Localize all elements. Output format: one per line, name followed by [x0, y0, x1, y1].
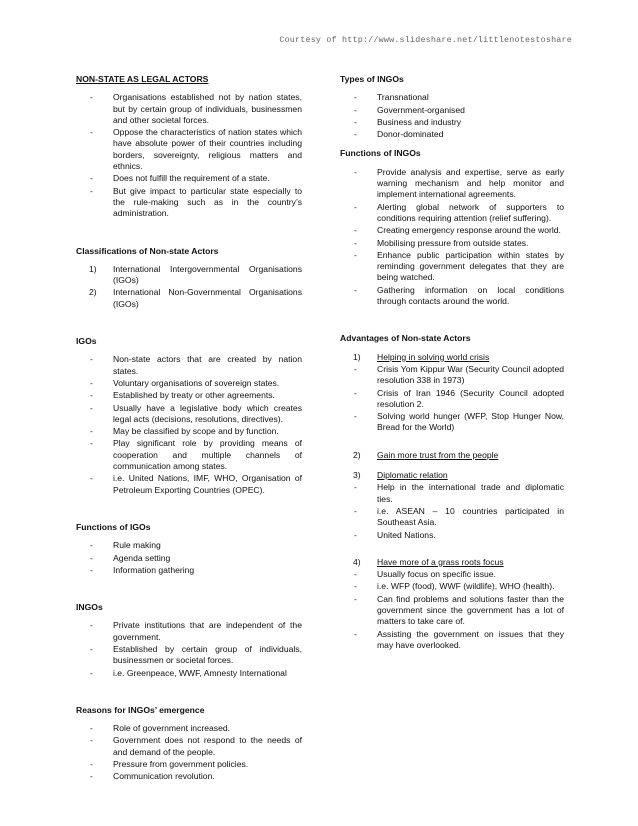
list-item-text: Pressure from government policies. — [113, 759, 249, 770]
list-item — [76, 644, 302, 667]
list-item-text: Role of government increased. — [113, 723, 231, 734]
list-marker: - — [90, 552, 93, 563]
list-item — [340, 411, 564, 434]
list-item — [340, 594, 564, 628]
list-item — [340, 92, 564, 103]
list-item — [340, 364, 564, 387]
list-marker: - — [90, 438, 93, 449]
list-ingos — [76, 620, 302, 678]
advantage-title-row — [340, 352, 564, 363]
list-item — [76, 759, 302, 770]
list-item-text: Information gathering — [113, 564, 195, 575]
section-heading-reasons-for-ingos-emergence: Reasons for INGOs’ emergence — [76, 704, 205, 715]
list-item-text: Crisis of Iran 1946 (Security Council adopted resolution 2. — [377, 387, 564, 409]
list-marker: 1) — [89, 263, 97, 274]
list-non-state-as-legal-actors — [76, 92, 302, 219]
list-marker: - — [90, 92, 93, 103]
list-marker: - — [354, 166, 357, 177]
list-item — [340, 202, 564, 225]
list-item-text: Non-state actors that are created by nation states. — [113, 354, 302, 376]
list-item-text: i.e. ASEAN – 10 countries participated in Southeast Asia. — [377, 505, 564, 528]
list-item-text: Crisis Yom Kippur War (Security Council adopted resolution 338 in 1973) — [377, 363, 564, 386]
list-item-text: Enhance public participation within states by reminding government delegates that they are being watched. — [377, 249, 564, 283]
list-item — [340, 238, 564, 249]
list-marker: - — [354, 129, 357, 140]
list-item — [76, 771, 302, 782]
list-item — [76, 92, 302, 126]
list-marker: - — [354, 104, 357, 115]
list-marker: - — [354, 237, 357, 248]
list-item-text: Provide analysis and expertise, serve as early warning mechanism and help monitor and implement international agreements. — [377, 166, 564, 200]
list-item — [340, 117, 564, 128]
advantage-title: Diplomatic relation — [377, 470, 448, 481]
section-heading-non-state-as-legal-actors: NON-STATE AS LEGAL ACTORS — [76, 74, 209, 84]
list-marker: 2) — [353, 449, 361, 460]
list-functions-of-igos — [76, 540, 302, 576]
list-marker: 4) — [353, 556, 361, 567]
spacer — [340, 315, 564, 325]
list-item-text: Private institutions that are independent of the government. — [113, 620, 302, 642]
list-marker: - — [90, 377, 93, 388]
list-item-text: May be classified by scope and by function. — [113, 426, 279, 437]
list-marker: - — [354, 581, 357, 592]
right-column — [340, 66, 564, 667]
list-marker: - — [90, 473, 93, 484]
list-item — [76, 438, 302, 472]
list-marker: - — [90, 564, 93, 575]
list-item-text: Communication revolution. — [113, 771, 215, 782]
list-item-text: i.e. United Nations, IMF, WHO, Organisation of Petroleum Exporting Countries (OPEC). — [113, 473, 302, 495]
list-marker: - — [90, 127, 93, 138]
spacer — [76, 228, 302, 238]
advantage-title: Have more of a grass roots focus — [377, 556, 504, 567]
list-item-text: Usually focus on specific issue. — [377, 569, 496, 580]
list-item — [76, 264, 302, 287]
list-item-text: Can find problems and solutions faster than the government since the government has a lot of matters to take care of. — [377, 593, 564, 627]
list-marker: - — [354, 569, 357, 580]
list-item — [76, 565, 302, 576]
list-item — [76, 553, 302, 564]
list-item-text: Oppose the characteristics of nation states which have absolute power of their countries including borders, sovereignty, religious matters and ethnics. — [113, 127, 302, 172]
list-item — [76, 390, 302, 401]
list-marker: - — [90, 759, 93, 770]
section-heading-functions-of-igos: Functions of IGOs — [76, 521, 151, 532]
list-item — [76, 668, 302, 679]
list-item — [76, 186, 302, 220]
list-item-text: Play significant role by providing means of cooperation and multiple channels of communication among states. — [113, 438, 302, 472]
list-marker: - — [354, 593, 357, 604]
list-marker: - — [90, 771, 93, 782]
list-marker: - — [354, 363, 357, 374]
list-item-text: Organisations established not by nation states, but by certain group of individuals, businessmen and other societal forces. — [113, 92, 302, 125]
spacer — [76, 687, 302, 697]
list-item — [340, 285, 564, 308]
list-marker: - — [354, 92, 357, 103]
list-item-text: Established by treaty or other agreements. — [113, 390, 275, 401]
list-functions-of-ingos — [340, 167, 564, 308]
spacer — [340, 549, 564, 557]
list-item — [76, 426, 302, 437]
advantage-title: Gain more trust from the people — [377, 449, 499, 460]
advantage-title-row — [340, 557, 564, 568]
list-marker: - — [90, 643, 93, 654]
list-item-text: Voluntary organisations of sovereign states. — [113, 377, 280, 388]
list-marker: - — [90, 354, 93, 365]
list-item — [340, 482, 564, 505]
list-item — [340, 129, 564, 140]
list-marker: - — [90, 185, 93, 196]
section-heading-functions-of-ingos: Functions of INGOs — [340, 148, 421, 159]
list-item-text: Government-organised — [377, 104, 465, 115]
section-heading-classifications-of-non-state-actors: Classifications of Non-state Actors — [76, 245, 219, 256]
list-item — [76, 378, 302, 389]
list-item-text: Business and industry — [377, 116, 462, 127]
spacer — [76, 318, 302, 328]
list-marker: - — [354, 529, 357, 540]
list-item — [76, 403, 302, 426]
list-item — [340, 629, 564, 652]
list-advantage-diplomatic-relation — [340, 482, 564, 540]
list-item — [340, 530, 564, 541]
list-marker: - — [354, 116, 357, 127]
list-item — [340, 250, 564, 284]
list-item — [340, 225, 564, 236]
list-item — [76, 735, 302, 758]
section-heading-ingos: INGOs — [76, 602, 103, 613]
list-item-text: Rule making — [113, 540, 161, 551]
list-marker: - — [354, 201, 357, 212]
list-item-text: Gathering information on local conditions through contacts around the world. — [377, 284, 564, 307]
spacer — [340, 659, 564, 667]
courtesy-note: Courtesy of http://www.slideshare.net/littlenotestoshare — [279, 35, 572, 45]
list-marker: 3) — [353, 470, 361, 481]
section-heading-advantages: Advantages of Non-state Actors — [340, 333, 471, 344]
list-item-text: Established by certain group of individuals, businessmen or societal forces. — [113, 643, 302, 666]
list-item-text: International Non-Governmental Organisations (IGOs) — [113, 287, 302, 309]
list-marker: - — [90, 723, 93, 734]
list-marker: - — [90, 667, 93, 678]
advantage-title-row — [340, 470, 564, 481]
list-marker: - — [354, 628, 357, 639]
advantage-title: Helping in solving world crisis — [377, 351, 490, 362]
list-item-text: Solving world hunger (WFP, Stop Hunger Now, Bread for the World) — [377, 411, 564, 433]
list-types-of-ingos — [340, 92, 564, 140]
list-item-text: Agenda setting — [113, 552, 171, 563]
list-item — [340, 581, 564, 592]
spacer — [340, 442, 564, 450]
list-item-text: Assisting the government on issues that they may have overlooked. — [377, 628, 564, 650]
list-item — [76, 540, 302, 551]
list-item — [340, 569, 564, 580]
list-marker: - — [90, 390, 93, 401]
spacer — [340, 462, 564, 470]
list-item — [340, 105, 564, 116]
list-item — [76, 287, 302, 310]
list-item — [76, 127, 302, 172]
section-heading-types-of-ingos: Types of INGOs — [340, 74, 404, 84]
list-item — [76, 354, 302, 377]
list-item-text: But give impact to particular state especially to the rule-making such as in the country’s administration. — [113, 185, 302, 219]
section-heading-igos: IGOs — [76, 336, 97, 347]
list-marker: - — [354, 505, 357, 516]
spacer — [76, 584, 302, 594]
list-item — [340, 506, 564, 529]
list-marker: - — [90, 173, 93, 184]
list-marker: - — [354, 225, 357, 236]
list-item-text: International Intergovernmental Organisations (IGOs) — [113, 263, 302, 286]
list-item-text: Help in the international trade and diplomatic ties. — [377, 482, 564, 504]
list-marker: - — [90, 735, 93, 746]
list-marker: - — [354, 387, 357, 398]
list-marker: - — [354, 284, 357, 295]
list-item — [76, 173, 302, 184]
list-igos — [76, 354, 302, 496]
list-classifications-of-non-state-actors — [76, 264, 302, 310]
list-marker: - — [90, 426, 93, 437]
spacer — [76, 504, 302, 514]
left-column — [76, 66, 302, 801]
list-item — [76, 723, 302, 734]
list-item — [76, 473, 302, 496]
list-item-text: Creating emergency response around the world. — [377, 225, 561, 236]
list-marker: - — [90, 620, 93, 631]
list-marker: - — [354, 482, 357, 493]
list-marker: - — [90, 402, 93, 413]
list-item-text: Alerting global network of supporters to conditions requiring attention (relief suffering). — [377, 201, 564, 223]
list-item-text: Does not fulfill the requirement of a state. — [113, 173, 270, 184]
list-item-text: Mobilising pressure from outside states. — [377, 237, 529, 248]
list-item — [76, 620, 302, 643]
list-item-text: i.e. WFP (food), WWF (wildlife), WHO (health). — [377, 581, 555, 592]
list-advantage-have-more-of-a-grass-roots-focus — [340, 569, 564, 651]
list-reasons-for-ingos-emergence — [76, 723, 302, 782]
list-marker: - — [90, 540, 93, 551]
list-item-text: Transnational — [377, 92, 429, 103]
list-item — [340, 388, 564, 411]
list-marker: 2) — [89, 287, 97, 298]
list-item-text: i.e. Greenpeace, WWF, Amnesty International — [113, 667, 287, 678]
list-marker: - — [354, 411, 357, 422]
advantage-title-row — [340, 450, 564, 461]
list-item-text: United Nations. — [377, 529, 436, 540]
list-item-text: Usually have a legislative body which creates legal acts (decisions, resolutions, directives). — [113, 402, 302, 424]
spacer — [76, 791, 302, 801]
list-item-text: Donor-dominated — [377, 129, 444, 140]
list-item-text: Government does not respond to the needs of and demand of the people. — [113, 735, 302, 757]
list-item — [340, 167, 564, 201]
list-marker: - — [354, 249, 357, 260]
list-marker: 1) — [353, 351, 361, 362]
list-advantage-helping-in-solving-world-crisis — [340, 364, 564, 434]
